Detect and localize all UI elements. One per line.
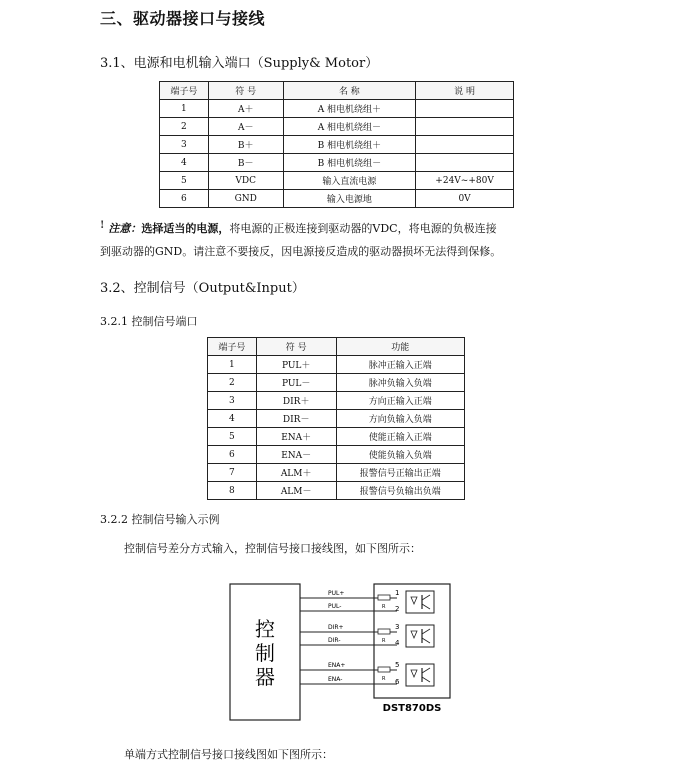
signal-label: PUL+ (328, 590, 345, 597)
table-cell: 输入电源地 (283, 190, 416, 208)
table-cell: 1 (160, 100, 209, 118)
optocoupler-icon (406, 591, 434, 613)
table-header: 功能 (336, 338, 464, 356)
table-row (160, 100, 514, 118)
table-cell: A－ (208, 118, 283, 136)
pul-signal-group (300, 589, 434, 613)
table-header: 符 号 (208, 82, 283, 100)
table-cell: DIR＋ (256, 392, 336, 410)
pin-label: 6 (395, 678, 400, 686)
table-cell: PUL＋ (256, 356, 336, 374)
table-row (208, 392, 465, 410)
signal-label: DIR- (328, 637, 341, 644)
table-cell: 4 (208, 410, 257, 428)
table-cell: 6 (208, 446, 257, 464)
differential-wiring-text: 控制信号差分方式输入，控制信号接口接线图，如下图所示： (124, 542, 421, 555)
controller-label: 器 (255, 665, 275, 689)
note-bold-text: 选择适当的电源， (141, 222, 230, 235)
table-cell: ENA＋ (256, 428, 336, 446)
table-cell: 8 (208, 482, 257, 500)
table-cell: 5 (208, 428, 257, 446)
driver-model-label: DST870DS (382, 703, 442, 714)
ena-signal-group (300, 661, 434, 686)
table-cell: 报警信号正输出正端 (336, 464, 464, 482)
pin-label: 4 (395, 639, 400, 647)
table-cell: PUL－ (256, 374, 336, 392)
table-row (160, 118, 514, 136)
table-cell: 输入直流电源 (283, 172, 416, 190)
resistor-icon (378, 629, 390, 634)
table-cell: 2 (208, 374, 257, 392)
section-3-2-2-title: 3.2.2 控制信号输入示例 (100, 513, 220, 526)
table-header: 端子号 (208, 338, 257, 356)
table-cell: 2 (160, 118, 209, 136)
table-row (208, 482, 465, 500)
table-cell: 使能正输入正端 (336, 428, 464, 446)
table-header-row (208, 338, 465, 356)
table-cell: A 相电机绕组－ (283, 118, 416, 136)
resistor-label: R (382, 676, 386, 682)
table-cell: 脉冲负输入负端 (336, 374, 464, 392)
table-row (208, 374, 465, 392)
table-row (160, 136, 514, 154)
power-note (100, 218, 580, 263)
table-header: 说 明 (416, 82, 514, 100)
table-row (208, 428, 465, 446)
table-row (208, 410, 465, 428)
table-cell: 7 (208, 464, 257, 482)
table-header-row (160, 82, 514, 100)
table-cell: 使能负输入负端 (336, 446, 464, 464)
table-cell: 方向负输入负端 (336, 410, 464, 428)
table-row (208, 446, 465, 464)
resistor-icon (378, 667, 390, 672)
table-cell: 0V (416, 190, 514, 208)
table-header: 端子号 (160, 82, 209, 100)
table-row (160, 154, 514, 172)
signal-label: ENA- (328, 676, 343, 683)
pin-label: 3 (395, 623, 400, 631)
table-cell: ALM＋ (256, 464, 336, 482)
table-cell (416, 100, 514, 118)
table-row (208, 464, 465, 482)
table-cell: 1 (208, 356, 257, 374)
controller-label: 控 (255, 617, 275, 641)
table-cell: A＋ (208, 100, 283, 118)
wiring-diagram (220, 578, 460, 728)
table-header: 符 号 (256, 338, 336, 356)
table-cell (416, 154, 514, 172)
table-cell: B－ (208, 154, 283, 172)
section-3-2-1-title: 3.2.1 控制信号端口 (100, 315, 198, 328)
table-cell: 3 (208, 392, 257, 410)
section-3-1-title: 3.1、电源和电机输入端口（Supply& Motor） (100, 56, 379, 71)
signal-label: DIR+ (328, 624, 344, 631)
table-header: 名 称 (283, 82, 416, 100)
table-cell: ALM－ (256, 482, 336, 500)
note-label: 注意： (108, 222, 142, 235)
section-3-2-title: 3.2、控制信号（Output&Input） (100, 281, 305, 296)
control-signal-table (207, 337, 465, 500)
note-text-1: 将电源的正极连接到驱动器的VDC，将电源的负极连接 (229, 222, 497, 235)
optocoupler-icon (406, 625, 434, 647)
resistor-icon (378, 595, 390, 600)
table-cell: 3 (160, 136, 209, 154)
table-cell: 脉冲正输入正端 (336, 356, 464, 374)
table-cell: 4 (160, 154, 209, 172)
table-cell: GND (208, 190, 283, 208)
dir-signal-group (300, 623, 434, 647)
optocoupler-icon (406, 664, 434, 686)
table-row (160, 190, 514, 208)
single-ended-wiring-text: 单端方式控制信号接口接线图如下图所示： (124, 748, 333, 761)
table-cell: 报警信号负输出负端 (336, 482, 464, 500)
table-cell: VDC (208, 172, 283, 190)
table-row (208, 356, 465, 374)
resistor-label: R (382, 604, 386, 610)
pin-label: 2 (395, 605, 400, 613)
signal-label: PUL- (328, 603, 342, 610)
table-cell (416, 136, 514, 154)
controller-label: 制 (255, 641, 275, 665)
table-cell: DIR－ (256, 410, 336, 428)
table-cell: A 相电机绕组＋ (283, 100, 416, 118)
table-cell: B 相电机绕组－ (283, 154, 416, 172)
pin-label: 1 (395, 589, 400, 597)
table-cell: B＋ (208, 136, 283, 154)
pin-label: 5 (395, 661, 400, 669)
power-motor-table (159, 81, 514, 208)
note-text-2: 到驱动器的GND。请注意不要接反，因电源接反造成的驱动器损坏无法得到保修。 (100, 245, 502, 258)
table-cell: 5 (160, 172, 209, 190)
signal-label: ENA+ (328, 662, 346, 669)
table-cell: 方向正输入正端 (336, 392, 464, 410)
table-cell: +24V~+80V (416, 172, 514, 190)
table-cell: B 相电机绕组＋ (283, 136, 416, 154)
warning-icon: ! (100, 220, 105, 231)
table-row (160, 172, 514, 190)
resistor-label: R (382, 638, 386, 644)
table-cell (416, 118, 514, 136)
section-title: 三、驱动器接口与接线 (100, 9, 266, 28)
table-cell: 6 (160, 190, 209, 208)
table-cell: ENA－ (256, 446, 336, 464)
